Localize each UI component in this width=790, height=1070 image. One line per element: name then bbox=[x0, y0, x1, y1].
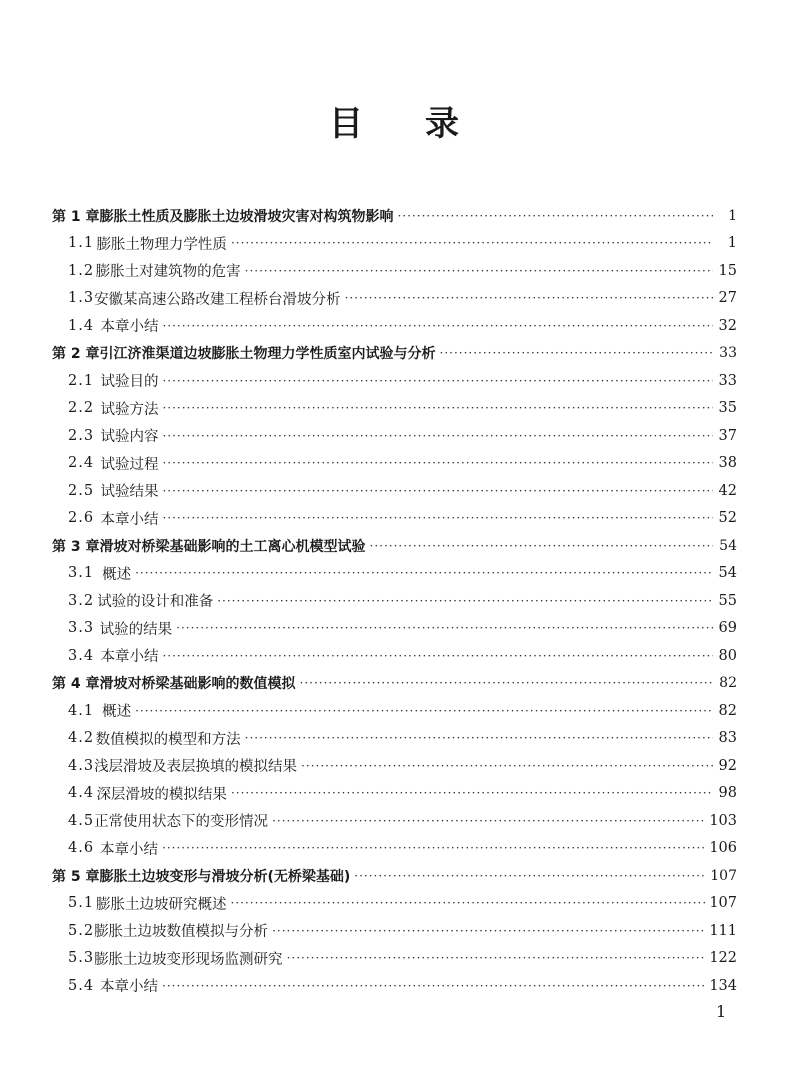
toc-entry-page: 42 bbox=[718, 482, 737, 499]
toc-entry-page: 55 bbox=[718, 592, 737, 609]
toc-leader-dots bbox=[217, 595, 713, 607]
toc-leader-dots bbox=[345, 292, 713, 304]
toc-entry-number: 4.3 bbox=[68, 757, 95, 774]
toc-entry-title: 膨胀土边坡研究概述 bbox=[96, 896, 227, 913]
toc-entry-page: 82 bbox=[719, 675, 737, 692]
toc-leader-dots bbox=[135, 567, 713, 579]
toc-section-entry[interactable] bbox=[52, 697, 737, 725]
toc-entry-number: 3.2 bbox=[68, 592, 95, 609]
toc-section-entry[interactable] bbox=[52, 725, 737, 753]
toc-entry-page: 111 bbox=[709, 922, 737, 939]
toc-leader-dots bbox=[162, 320, 713, 332]
toc-entry-title: 本章小结 bbox=[100, 511, 159, 528]
toc-leader-dots bbox=[287, 952, 706, 964]
toc-entry-title: 试验内容 bbox=[100, 429, 159, 446]
toc-entry-page: 27 bbox=[718, 290, 737, 307]
page-title bbox=[0, 96, 790, 145]
toc-leader-dots bbox=[231, 787, 713, 799]
toc-entry-page: 82 bbox=[718, 702, 737, 719]
toc-entry-title: 膨胀土物理力学性质 bbox=[96, 236, 227, 253]
toc-entry-page: 1 bbox=[728, 207, 737, 224]
toc-section-entry[interactable] bbox=[52, 917, 737, 945]
toc-entry-number: 2.3 bbox=[68, 427, 95, 444]
toc-entry-number: 4.4 bbox=[68, 785, 95, 802]
toc-entry-title: 概述 bbox=[102, 704, 132, 721]
title-char-2: 录 bbox=[425, 104, 461, 144]
toc-leader-dots bbox=[231, 897, 706, 909]
toc-entry-number: 第 4 章 bbox=[52, 676, 100, 693]
toc-section-entry[interactable] bbox=[52, 285, 737, 313]
toc-entry-number: 2.6 bbox=[68, 510, 95, 527]
toc-leader-dots bbox=[162, 485, 713, 497]
toc-section-entry[interactable] bbox=[52, 780, 737, 808]
toc-entry-page: 32 bbox=[718, 317, 737, 334]
toc-entry-page: 33 bbox=[719, 345, 737, 362]
toc-entry-page: 33 bbox=[718, 372, 737, 389]
toc-entry-title: 膨胀土边坡数值模拟与分析 bbox=[94, 924, 269, 941]
toc-entry-number: 5.2 bbox=[68, 922, 95, 939]
toc-entry-number: 2.4 bbox=[68, 455, 95, 472]
toc-leader-dots bbox=[162, 430, 713, 442]
toc-entry-title: 数值模拟的模型和方法 bbox=[95, 731, 241, 748]
toc-entry-title: 正常使用状态下的变形情况 bbox=[94, 814, 269, 831]
toc-entry-title: 试验的设计和准备 bbox=[97, 594, 214, 611]
toc-entry-page: 38 bbox=[718, 455, 737, 472]
toc-chapter-entry[interactable] bbox=[52, 862, 737, 890]
toc-section-entry[interactable] bbox=[52, 257, 737, 285]
toc-entry-title: 试验过程 bbox=[100, 456, 159, 473]
toc-section-entry[interactable] bbox=[52, 560, 737, 588]
toc-entry-title: 膨胀土对建筑物的危害 bbox=[95, 264, 241, 281]
toc-entry-page: 52 bbox=[718, 510, 737, 527]
toc-leader-dots bbox=[272, 925, 705, 937]
toc-section-entry[interactable] bbox=[52, 477, 737, 505]
toc-section-entry[interactable] bbox=[52, 752, 737, 780]
table-of-contents bbox=[52, 202, 737, 1000]
toc-entry-title: 试验的结果 bbox=[99, 621, 173, 638]
toc-entry-page: 106 bbox=[709, 840, 737, 857]
toc-section-entry[interactable] bbox=[52, 615, 737, 643]
toc-entry-number: 3.1 bbox=[68, 565, 95, 582]
toc-leader-dots bbox=[162, 650, 713, 662]
toc-leader-dots bbox=[300, 677, 714, 689]
toc-entry-page: 37 bbox=[718, 427, 737, 444]
toc-leader-dots bbox=[370, 540, 714, 552]
toc-entry-number: 4.5 bbox=[68, 812, 95, 829]
toc-entry-page: 103 bbox=[709, 812, 737, 829]
toc-entry-number: 5.1 bbox=[68, 895, 95, 912]
toc-entry-title: 试验方法 bbox=[100, 401, 159, 418]
toc-leader-dots bbox=[176, 622, 713, 634]
toc-leader-dots bbox=[162, 512, 713, 524]
toc-entry-number: 3.3 bbox=[68, 620, 95, 637]
toc-entry-number: 4.6 bbox=[68, 840, 95, 857]
page-number: 1 bbox=[716, 1002, 727, 1021]
title-char-1: 目 bbox=[329, 104, 365, 144]
toc-entry-number: 2.1 bbox=[68, 372, 95, 389]
toc-section-entry[interactable] bbox=[52, 945, 737, 973]
toc-entry-title: 安徽某高速公路改建工程桥台滑坡分析 bbox=[94, 291, 341, 308]
toc-entry-number: 5.4 bbox=[68, 977, 95, 994]
toc-entry-title: 试验目的 bbox=[100, 374, 159, 391]
toc-entry-page: 83 bbox=[718, 730, 737, 747]
toc-entry-number: 1.4 bbox=[68, 317, 95, 334]
toc-section-entry[interactable] bbox=[52, 642, 737, 670]
toc-chapter-entry[interactable] bbox=[52, 340, 737, 368]
toc-leader-dots bbox=[162, 842, 705, 854]
toc-entry-number: 第 3 章 bbox=[52, 538, 100, 555]
toc-entry-number: 4.2 bbox=[68, 730, 95, 747]
toc-leader-dots bbox=[245, 732, 713, 744]
toc-chapter-entry[interactable] bbox=[52, 532, 737, 560]
toc-entry-title: 膨胀土边坡变形现场监测研究 bbox=[94, 951, 283, 968]
toc-entry-number: 1.2 bbox=[68, 262, 95, 279]
toc-entry-title: 试验结果 bbox=[100, 484, 159, 501]
toc-entry-number: 1.1 bbox=[68, 235, 95, 252]
toc-entry-page: 54 bbox=[718, 565, 737, 582]
toc-leader-dots bbox=[162, 980, 705, 992]
toc-entry-title: 引江济淮渠道边坡膨胀土物理力学性质室内试验与分析 bbox=[99, 346, 436, 363]
toc-leader-dots bbox=[301, 760, 713, 772]
toc-entry-title: 浅层滑坡及表层换填的模拟结果 bbox=[94, 759, 298, 776]
toc-entry-title: 概述 bbox=[102, 566, 132, 583]
toc-entry-title: 深层滑坡的模拟结果 bbox=[96, 786, 227, 803]
toc-section-entry[interactable] bbox=[52, 312, 737, 340]
toc-chapter-entry[interactable] bbox=[52, 202, 737, 230]
toc-chapter-entry[interactable] bbox=[52, 670, 737, 698]
toc-entry-title: 膨胀土边坡变形与滑坡分析(无桥梁基础) bbox=[99, 868, 351, 885]
toc-entry-title: 本章小结 bbox=[100, 979, 159, 996]
toc-entry-page: 1 bbox=[727, 235, 737, 252]
toc-entry-title: 滑坡对桥梁基础影响的土工离心机模型试验 bbox=[99, 538, 366, 555]
toc-entry-title: 本章小结 bbox=[100, 319, 159, 336]
toc-section-entry[interactable] bbox=[52, 505, 737, 533]
toc-entry-title: 本章小结 bbox=[100, 841, 159, 858]
toc-entry-page: 122 bbox=[709, 950, 737, 967]
toc-section-entry[interactable] bbox=[52, 807, 737, 835]
toc-entry-page: 69 bbox=[718, 620, 737, 637]
toc-leader-dots bbox=[245, 265, 713, 277]
toc-section-entry[interactable] bbox=[52, 367, 737, 395]
toc-section-entry[interactable] bbox=[52, 230, 737, 258]
toc-leader-dots bbox=[272, 815, 705, 827]
toc-section-entry[interactable] bbox=[52, 890, 737, 918]
toc-section-entry[interactable] bbox=[52, 395, 737, 423]
toc-entry-number: 第 1 章 bbox=[52, 208, 100, 225]
toc-leader-dots bbox=[398, 210, 714, 222]
toc-leader-dots bbox=[354, 870, 706, 882]
toc-entry-page: 107 bbox=[710, 867, 737, 884]
toc-entry-number: 2.2 bbox=[68, 400, 95, 417]
toc-entry-number: 第 5 章 bbox=[52, 868, 100, 885]
toc-entry-number: 第 2 章 bbox=[52, 346, 100, 363]
toc-leader-dots bbox=[162, 402, 713, 414]
toc-entry-page: 80 bbox=[718, 647, 737, 664]
toc-section-entry[interactable] bbox=[52, 835, 737, 863]
toc-entry-page: 15 bbox=[718, 262, 737, 279]
toc-entry-page: 54 bbox=[719, 537, 737, 554]
toc-section-entry[interactable] bbox=[52, 450, 737, 478]
toc-entry-number: 4.1 bbox=[68, 702, 95, 719]
toc-entry-number: 1.3 bbox=[68, 290, 95, 307]
toc-entry-page: 98 bbox=[718, 785, 737, 802]
toc-entry-page: 134 bbox=[709, 977, 737, 994]
toc-entry-title: 本章小结 bbox=[100, 649, 159, 666]
toc-section-entry[interactable] bbox=[52, 972, 737, 1000]
toc-entry-page: 107 bbox=[709, 895, 737, 912]
toc-leader-dots bbox=[231, 237, 713, 249]
toc-leader-dots bbox=[162, 375, 713, 387]
toc-entry-number: 5.3 bbox=[68, 950, 95, 967]
toc-entry-title: 膨胀土性质及膨胀土边坡滑坡灾害对构筑物影响 bbox=[99, 208, 394, 225]
toc-section-entry[interactable] bbox=[52, 587, 737, 615]
toc-leader-dots bbox=[440, 347, 714, 359]
toc-leader-dots bbox=[135, 705, 713, 717]
toc-section-entry[interactable] bbox=[52, 422, 737, 450]
toc-leader-dots bbox=[162, 457, 713, 469]
toc-entry-page: 92 bbox=[718, 757, 737, 774]
toc-entry-title: 滑坡对桥梁基础影响的数值模拟 bbox=[99, 676, 296, 693]
toc-entry-number: 3.4 bbox=[68, 647, 95, 664]
toc-entry-number: 2.5 bbox=[68, 482, 95, 499]
toc-entry-page: 35 bbox=[718, 400, 737, 417]
